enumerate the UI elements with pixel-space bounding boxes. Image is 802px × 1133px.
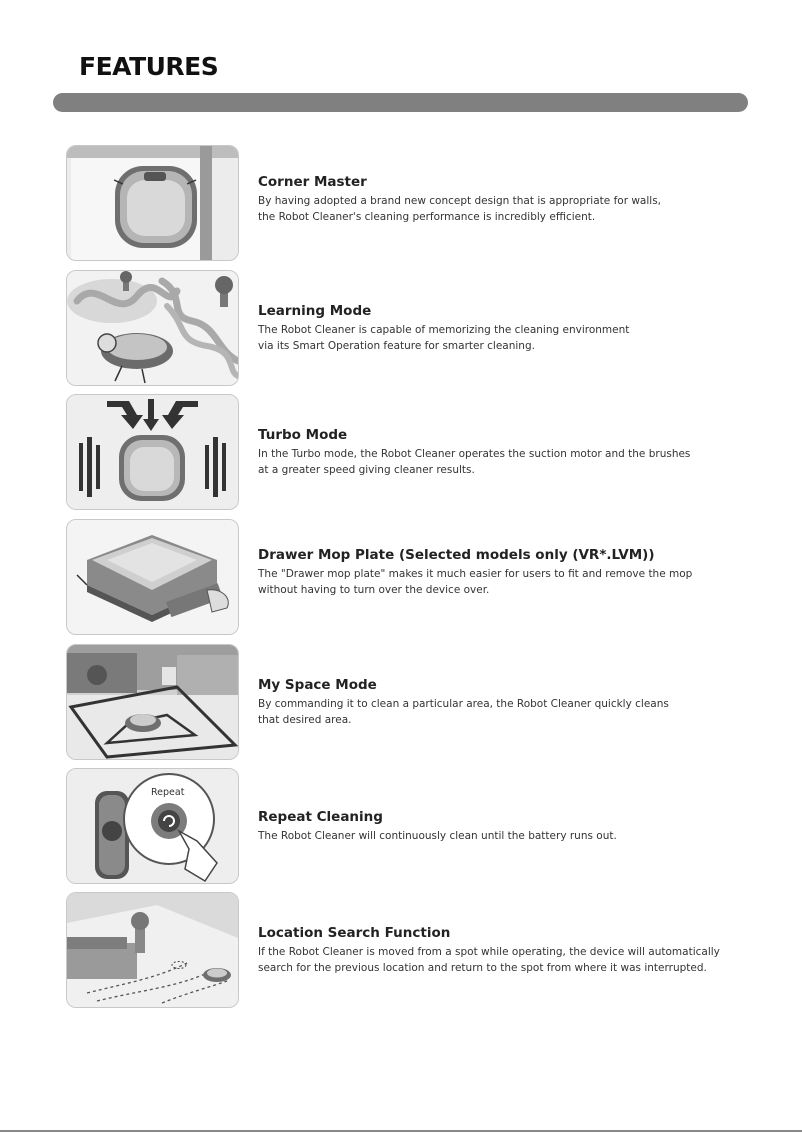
feature-description: The "Drawer mop plate" makes it much easier for users to fit and remove the mop without having to turn over the device over. [258,568,693,596]
footer-divider [0,1130,802,1132]
feature-title: My Space Mode [258,677,377,693]
feature-title: Turbo Mode [258,427,348,443]
turbo-mode-icon [66,394,239,510]
feature-turbo-mode [66,394,756,510]
location-search-icon [66,892,239,1008]
feature-description: If the Robot Cleaner is moved from a spot while operating, the device will automatically search for the previous location and return to the spot from where it was interrupted. [258,946,720,974]
feature-title: Drawer Mop Plate (Selected models only (VR*.LVM)) [258,547,655,563]
feature-my-space-mode [66,644,756,760]
feature-corner-master [66,145,756,261]
feature-repeat-cleaning [66,768,756,884]
feature-description: The Robot Cleaner will continuously clean until the battery runs out. [258,830,617,842]
feature-description: By commanding it to clean a particular area, the Robot Cleaner quickly cleans that desired area. [258,698,669,726]
feature-location-search [66,892,756,1008]
repeat-cleaning-icon [66,768,239,884]
corner-master-icon [66,145,239,261]
feature-drawer-mop-plate [66,519,756,635]
feature-learning-mode [66,270,756,386]
repeat-label: Repeat [151,787,185,798]
learning-mode-icon [66,270,239,386]
feature-description: In the Turbo mode, the Robot Cleaner operates the suction motor and the brushes at a greater speed giving cleaner results. [258,448,691,476]
feature-title: Learning Mode [258,303,372,319]
feature-description: The Robot Cleaner is capable of memorizing the cleaning environment via its Smart Operation feature for smarter cleaning. [258,324,630,352]
title-bar-divider [53,93,748,112]
feature-title: Corner Master [258,174,367,190]
feature-title: Repeat Cleaning [258,809,383,825]
feature-title: Location Search Function [258,925,451,941]
page-title: FEATURES [79,52,219,81]
drawer-mop-plate-icon [66,519,239,635]
feature-description: By having adopted a brand new concept design that is appropriate for walls, the Robot Cleaner's cleaning performance is incredibly efficient. [258,195,662,223]
my-space-mode-icon [66,644,239,760]
